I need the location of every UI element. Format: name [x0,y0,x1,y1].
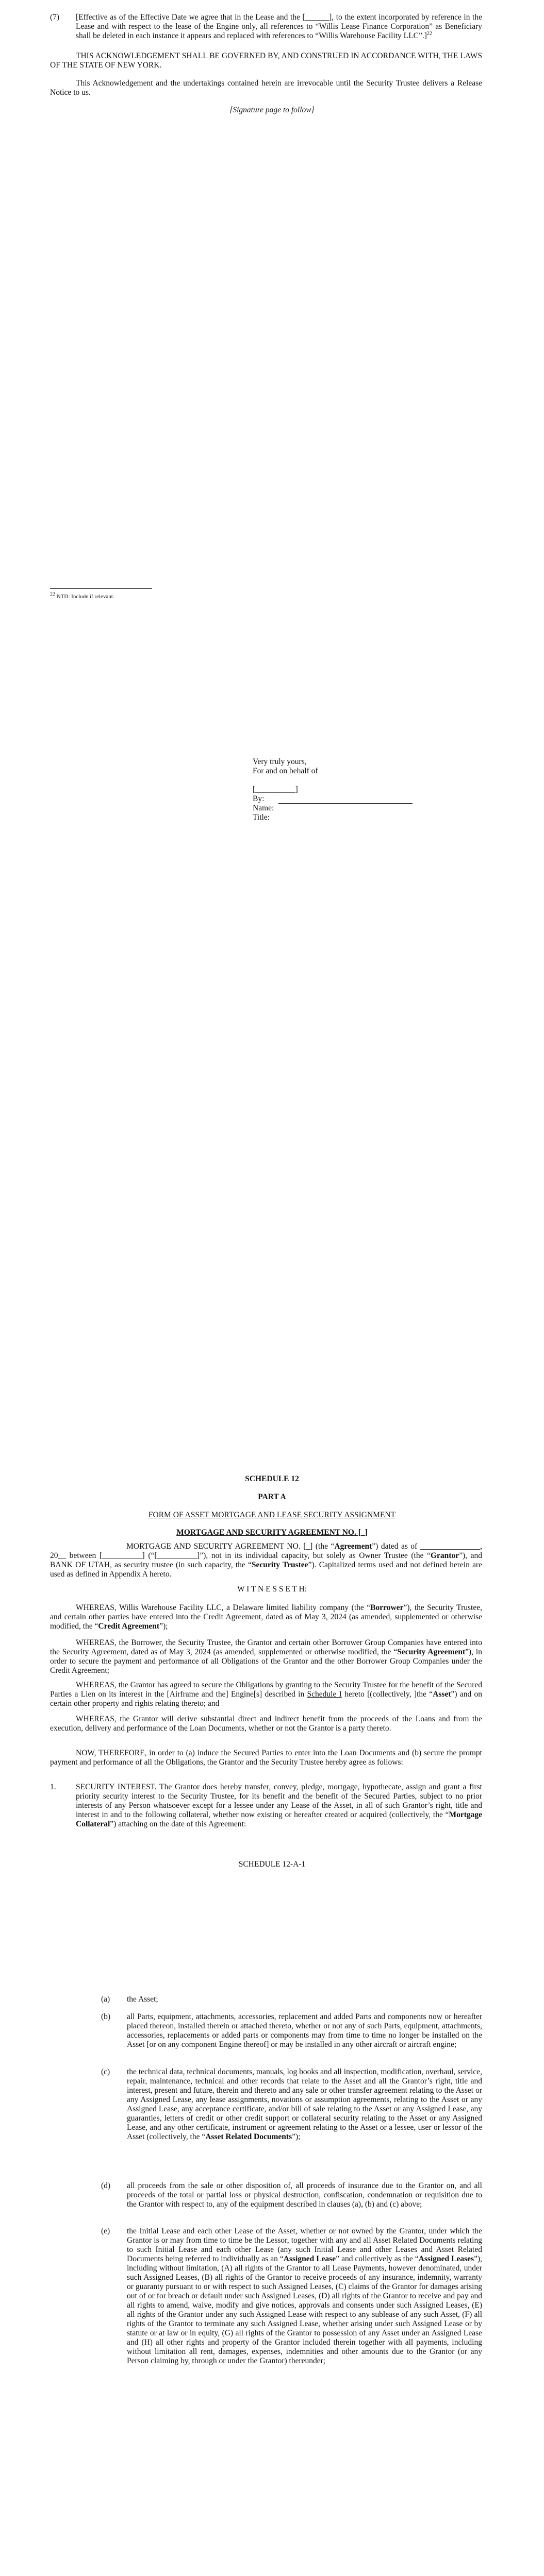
clause-c-text-2: ”); [292,2132,301,2141]
clause-c-text-1: the technical data, technical documents, manuals, log books and all inspection, modification, overhaul, service, repair, maintenance, technical and other records that relate to the Asset and all the Grantor’s right, title and interest, present and future, therein and thereto and any sale or other transfer agreement relating to the Asset or any Assigned Lease, any lease assignments, novations or assumption agreements, relating to the Asset or any Assigned Lease, any acceptance certificate, and/or bill of sale relating to the Asset or any Assigned Lease, any guaranties, letters of credit or other credit support or collateral security relating to the Asset or any Assigned Lease, and any other certificate, instrument or agreement relating to the Asset or a lessee, user or lessor of the Asset (collectively, the “ [127,2067,482,2141]
whereas-2-paragraph [50,1638,482,1675]
whereas-3-paragraph [50,1681,482,1708]
now-therefore-paragraph: NOW, THEREFORE, in order to (a) induce the Secured Parties to enter into the Loan Documents and (b) secure the prompt payment and performance of all the Obligations, the Grantor and the Security Trustee hereby agree as follows: [50,1749,482,1767]
clause-e-text-2: ” and collectively as the “ [336,2255,419,2263]
clause-a-text: the Asset; [127,1995,158,2004]
whereas-1-text-3: ”); [159,1622,168,1631]
intro-text-2: ”) dated as of _______________, 20__ between [__________] (“[__________]”), not in its individual capacity, but solely as Owner Trustee (the “ [50,1542,482,1560]
irrevocable-paragraph: This Acknowledgement and the undertakings contained herein are irrevocable until the Security Trustee delivers a Release Notice to us. [50,79,482,97]
footnote-reference: 22 [426,30,432,37]
schedule-heading: SCHEDULE 12 [245,1475,299,1483]
whereas-3-text-3: ”) and on certain other property and rights relating thereto; and [50,1690,483,1708]
item-7-number: (7) [50,13,60,22]
name-label: Name: [253,804,274,812]
defined-term-borrower: Borrower [370,1603,404,1612]
intro-paragraph [50,1542,482,1579]
by-line [253,794,413,804]
signatory-name-placeholder: [__________] [253,785,298,794]
signature-follow-note: [Signature page to follow] [229,106,315,114]
whereas-2-text-1: WHEREAS, the Borrower, the Security Trustee, the Grantor and certain other Borrower Group Companies have entered into the Security Agreement, dated as of May 3, 2024 (as amended, supplemented or otherwise modified, the “ [50,1638,482,1656]
intro-text-3: ”), and BANK OF UTAH, as security trustee (in such capacity, the “ [50,1551,483,1569]
clause-e-paragraph [127,2227,482,2366]
section-1-text-1: SECURITY INTEREST. The Grantor does hereby transfer, convey, pledge, mortgage, hypothecate, assign and grant a first priority security interest to the Security Trustee, for its benefit and the benefit of the Secured Parties, subject to no prior interests of any Person whatsoever except for a lessee under any Lease of the Asset, in all of such Grantor’s right, title and interest in and to the following collateral, whether now existing or hereafter created or acquired (collectively, the “ [76,1783,482,1819]
closing-text: Very truly yours, [253,757,307,766]
for-on-behalf-text: For and on behalf of [253,767,318,775]
form-title: FORM OF ASSET MORTGAGE AND LEASE SECURITY ASSIGNMENT [148,1511,396,1519]
clause-d-number: (d) [101,2181,111,2190]
signature-line [278,796,413,804]
page-footer-a1: SCHEDULE 12-A-1 [238,1860,306,1869]
by-label: By: [253,794,265,803]
defined-term-asset: Asset [433,1690,451,1699]
defined-term-asset-related-documents: Asset Related Documents [205,2132,292,2141]
clause-e-number: (e) [101,2227,110,2235]
whereas-3-text-2: hereto [(collectively, ]the “ [341,1690,433,1699]
footnote-number: 22 [50,591,55,598]
item-7-text: [Effective as of the Effective Date we agree that in the Lease and the [______], to the extent incorporated by reference in the Lease and with respect to the lease of the Engine only, all references to “Willis Lease Finance Corporation” as Beneficiary shall be deleted in each instance it appears and replaced with references to “Willis Warehouse Facility LLC”.] [76,13,482,40]
clause-e-text-1: the Initial Lease and each other Lease of the Asset, whether or not owned by the Grantor, under which the Grantor is or may from time to time be the Lessor, together with any and all Asset Related Documents relating to such Initial Lease and each other Lease (any such Initial Lease and other Leases and Asset Related Documents being referred to individually as an “ [127,2227,482,2263]
defined-term-security-trustee: Security Trustee [251,1561,308,1569]
defined-term-grantor: Grantor [430,1551,459,1560]
section-1-paragraph [76,1783,482,1829]
footnote-text: NTD: Include if relevant. [56,594,114,600]
governing-law-paragraph: THIS ACKNOWLEDGEMENT SHALL BE GOVERNED BY, AND CONSTRUED IN ACCORDANCE WITH, THE LAWS OF THE STATE OF NEW YORK. [50,52,482,70]
whereas-4-paragraph: WHEREAS, the Grantor will derive substantial direct and indirect benefit from the proceeds of the Loans and from the execution, delivery and performance of the Loan Documents, whether or not the Grantor is a party thereto. [50,1715,482,1733]
schedule-i-reference: Schedule I [307,1690,342,1699]
part-heading: PART A [258,1493,286,1501]
whereas-2-text-2: ”), in order to secure the payment and performance of all Obligations of the Grantor and the other Borrower Group Companies under the Credit Agreement; [50,1648,482,1675]
defined-term-assigned-lease: Assigned Lease [283,2255,336,2263]
clause-b-text: all Parts, equipment, attachments, accessories, replacement and added Parts and components now or hereafter placed thereon, installed therein or attached thereto, whether or not any of such Parts, equipment, attachments, accessories, replacements or added parts or components may from time to time no longer be installed on the Asset [or on any component Engine thereof] or may be installed in any other aircraft or aircraft engine; [127,2012,482,2049]
intro-text-4: ”). Capitalized terms used and not defined herein are used as defined in Appendix A hereto. [50,1561,482,1579]
defined-term-assigned-leases: Assigned Leases [418,2255,474,2263]
whereas-1-text-1: WHEREAS, Willis Warehouse Facility LLC, a Delaware limited liability company (the “ [76,1603,371,1612]
clause-c-paragraph [127,2067,482,2142]
witnesseth-heading: W I T N E S S E T H: [237,1585,307,1594]
title-label: Title: [253,813,270,822]
clause-e-text-3: ”), including without limitation, (A) all rights of the Grantor to all Lease Payments, however denominated, under such Assigned Leases, (B) all rights of the Grantor to receive proceeds of any insurance, indemnity, warranty or guaranty pursuant to or with respect to such Assigned Leases, (C) claims of the Grantor for damages arising out of or for breach or default under such Assigned Leases, (D) all rights of the Grantor to receive and pay and all rights to amend, waive, modify and give notices, approvals and consents under such Assigned Leases, (E) all rights of the Grantor under any such Assigned Lease with respect to any sublease of any such Asset, (F) all rights of the Grantor to terminate any such Assigned Lease, whether arising under such Assigned Lease or by statute or at law or in equity, (G) all rights of the Grantor to possession of any Asset under an Assigned Lease and (H) all other rights and property of the Grantor included therein together with all payments, including without limitation all rent, damages, expenses, indemnities and other amounts due to the Grantor (or any Person claiming by, through or under the Grantor) thereunder; [127,2255,482,2365]
intro-text-1: MORTGAGE AND SECURITY AGREEMENT NO. [_] (the “ [126,1542,335,1551]
whereas-1-paragraph [50,1603,482,1631]
defined-term-agreement: Agreement [334,1542,372,1551]
whereas-3-text-1: WHEREAS, the Grantor has agreed to secure the Obligations by granting to the Security Trustee for the benefit of the Secured Parties a Lien on its interest in the [Airframe and the] Engine[s] described in [50,1681,482,1699]
clause-b-number: (b) [101,2012,111,2021]
item-7-paragraph [76,13,482,41]
defined-term-mortgage-collateral: Mortgage Collateral [76,1810,482,1828]
footnote-divider [50,588,152,589]
section-1-text-2: ”) attaching on the date of this Agreement: [110,1820,246,1828]
clause-a-number: (a) [101,1995,110,2004]
clause-c-number: (c) [101,2067,110,2076]
signature-block [253,757,413,822]
clause-d-text: all proceeds from the sale or other disposition of, all proceeds of insurance due to the Grantor on, and all proceeds of the total or partial loss or physical destruction, confiscation, condemnation or requisition due to the Grantor with respect to, any of the equipment described in clauses (a), (b) and (c) above; [127,2181,482,2209]
agreement-title: MORTGAGE AND SECURITY AGREEMENT NO. [_] [176,1528,368,1537]
footnote [50,591,114,600]
defined-term-security-agreement: Security Agreement [397,1648,466,1656]
defined-term-credit-agreement: Credit Agreement [98,1622,160,1631]
whereas-1-text-2: ”), the Security Trustee, and certain other parties have entered into the Credit Agreement, dated as of May 3, 2024 (as amended, supplemented or otherwise modified, the “ [50,1603,482,1631]
section-1-number: 1. [50,1783,56,1791]
